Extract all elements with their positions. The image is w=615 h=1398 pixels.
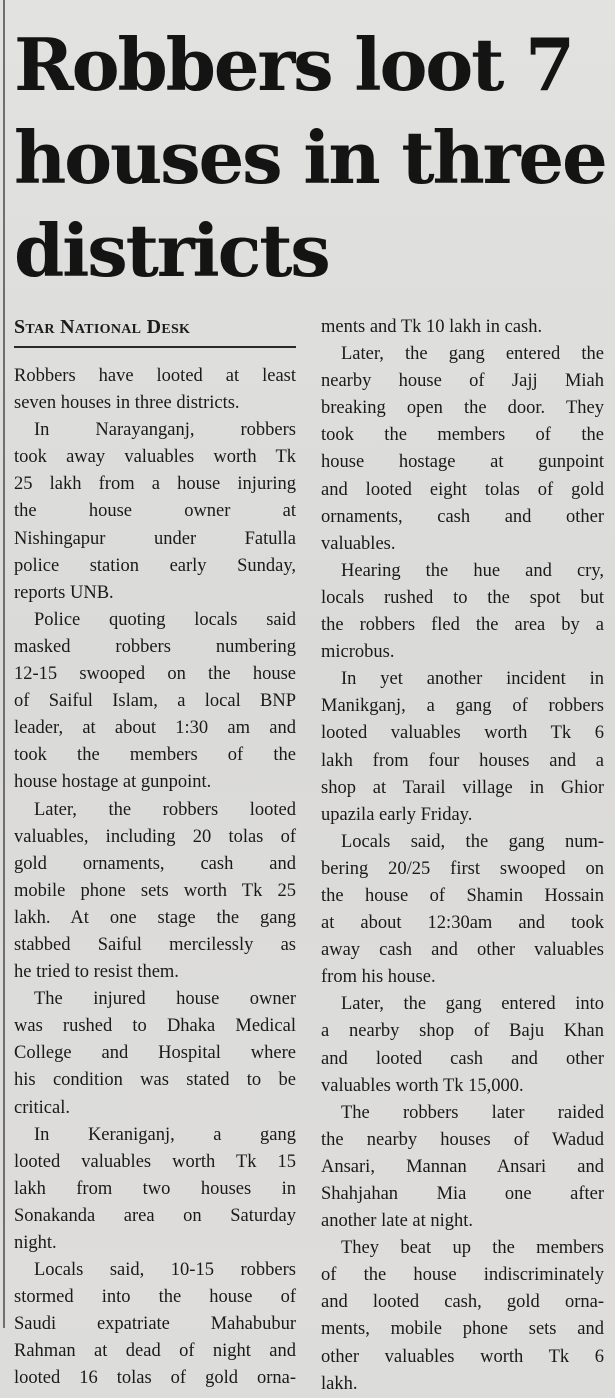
body-text-line: he tried to resist them. — [14, 962, 179, 983]
article-column-right — [321, 314, 604, 1398]
body-text-line: In yet another incident in — [341, 669, 604, 690]
byline-rule — [14, 346, 296, 348]
body-text-line: The injured house owner — [34, 989, 296, 1010]
body-text-line: from his house. — [321, 967, 436, 988]
left-column-rule — [3, 0, 5, 1328]
body-text-line: the robbers fled the area by a — [321, 615, 604, 636]
body-text-line: Locals said, 10-15 robbers — [34, 1260, 296, 1281]
body-text-line: stormed into the house of — [14, 1287, 296, 1308]
body-text-line: gold ornaments, cash and — [14, 853, 296, 874]
body-text-line: ornaments, cash and other — [321, 506, 604, 527]
body-text-line: lakh from two houses in — [14, 1178, 296, 1199]
body-text-line: took the members of the — [14, 745, 296, 766]
body-text-line: Hearing the hue and cry, — [341, 560, 604, 581]
body-text-line: leader, at about 1:30 am and — [14, 718, 296, 739]
body-text-line: house hostage at gunpoint — [321, 452, 604, 473]
body-text-line: house hostage at gunpoint. — [14, 772, 212, 793]
body-text-line: nearby house of Jajj Miah — [321, 371, 604, 392]
headline — [14, 18, 614, 297]
article-column-left — [14, 363, 296, 1393]
body-text-line: Shahjahan Mia one after — [321, 1184, 604, 1204]
body-text-line: of Saiful Islam, a local BNP — [14, 691, 296, 712]
body-text-line: Locals said, the gang num- — [341, 831, 604, 852]
body-text-line: valuables, including 20 tolas of — [14, 826, 296, 847]
body-text-line: mobile phone sets worth Tk 25 — [14, 880, 296, 901]
body-text-line: seven houses in three districts. — [14, 393, 240, 414]
body-text-line: away cash and other valuables — [321, 940, 604, 961]
body-text-line: another late at night. — [321, 1211, 474, 1232]
body-text-line: lakh. — [321, 1373, 358, 1394]
body-text-line: Nishingapur under Fatulla — [14, 528, 296, 549]
body-text-line: Sonakanda area on Saturday — [14, 1205, 296, 1226]
body-text-line: lakh from four houses and a — [321, 750, 604, 771]
body-text-line: ments and Tk 10 lakh in cash. — [321, 317, 543, 337]
body-text-line: looted valuables worth Tk 6 — [321, 723, 604, 744]
body-text-line: of the house indiscriminately — [321, 1265, 604, 1286]
body-text-line: valuables. — [321, 533, 396, 554]
body-text-line: and looted eight tolas of gold — [321, 479, 604, 500]
body-text-line: The robbers later raided — [341, 1102, 604, 1123]
body-text-line: police station early Sunday, — [14, 555, 296, 576]
body-text-line: night. — [14, 1233, 57, 1253]
body-text-line: other valuables worth Tk 6 — [321, 1346, 604, 1367]
body-text-line: Ansari, Mannan Ansari and — [321, 1156, 604, 1177]
body-text-line: 12-15 swooped on the house — [14, 664, 296, 685]
body-text-line: Later, the robbers looted — [34, 799, 296, 820]
headline-line: Robbers loot 7 — [14, 22, 573, 107]
body-text-line: was rushed to Dhaka Medical — [14, 1016, 296, 1037]
body-text-line: ments, mobile phone sets and — [321, 1319, 604, 1340]
body-text-line: Later, the gang entered into — [341, 994, 604, 1015]
body-text-line: looted valuables worth Tk 15 — [14, 1151, 296, 1172]
headline-line: districts — [14, 208, 329, 293]
body-text-line: In Keraniganj, a gang — [34, 1124, 296, 1145]
body-text-line: a nearby shop of Baju Khan — [321, 1021, 604, 1042]
body-text-line: Rahman at dead of night and — [14, 1341, 296, 1362]
body-text-line: valuables worth Tk 15,000. — [321, 1075, 524, 1096]
body-text-line: looted 16 tolas of gold orna- — [14, 1368, 296, 1389]
body-text-line: stabbed Saiful mercilessly as — [14, 934, 296, 955]
body-text-line: reports UNB. — [14, 582, 114, 603]
body-text-line: the house of Shamin Hossain — [321, 885, 604, 906]
body-text-line: the nearby houses of Wadud — [321, 1129, 604, 1150]
body-text-line: microbus. — [321, 642, 395, 663]
body-text-line: and looted cash and other — [321, 1048, 604, 1069]
body-text-line: bering 20/25 first swooped on — [321, 858, 604, 879]
body-text-line: locals rushed to the spot but — [321, 587, 604, 608]
body-text-line: the house owner at — [14, 501, 296, 522]
body-text-line: They beat up the members — [341, 1238, 604, 1259]
body-text-line: his condition was stated to be — [14, 1070, 296, 1091]
body-text-line: Robbers have looted at least — [14, 366, 296, 386]
body-text-line: Police quoting locals said — [34, 609, 296, 630]
byline-desk: Star National Desk — [14, 316, 191, 338]
body-text-line: upazila early Friday. — [321, 804, 473, 825]
body-text-line: and looted cash, gold orna- — [321, 1292, 604, 1313]
body-text-line: took the members of the — [321, 425, 604, 446]
body-text-line: took away valuables worth Tk — [14, 447, 296, 468]
body-text-line: Later, the gang entered the — [341, 344, 604, 365]
body-text-line: In Narayanganj, robbers — [34, 420, 296, 441]
body-text-line: Saudi expatriate Mahabubur — [14, 1314, 296, 1335]
body-text-line: College and Hospital where — [14, 1043, 296, 1064]
body-text-line: critical. — [14, 1097, 70, 1118]
body-text-line: 25 lakh from a house injuring — [14, 474, 296, 495]
body-text-line: lakh. At one stage the gang — [14, 907, 296, 928]
body-text-line: shop at Tarail village in Ghior — [321, 777, 604, 798]
body-text-line: at about 12:30am and took — [321, 913, 604, 934]
headline-line: houses in three — [14, 115, 606, 200]
body-text-line: Manikganj, a gang of robbers — [321, 696, 604, 717]
body-text-line: breaking open the door. They — [321, 398, 604, 419]
body-text-line: masked robbers numbering — [14, 636, 296, 657]
